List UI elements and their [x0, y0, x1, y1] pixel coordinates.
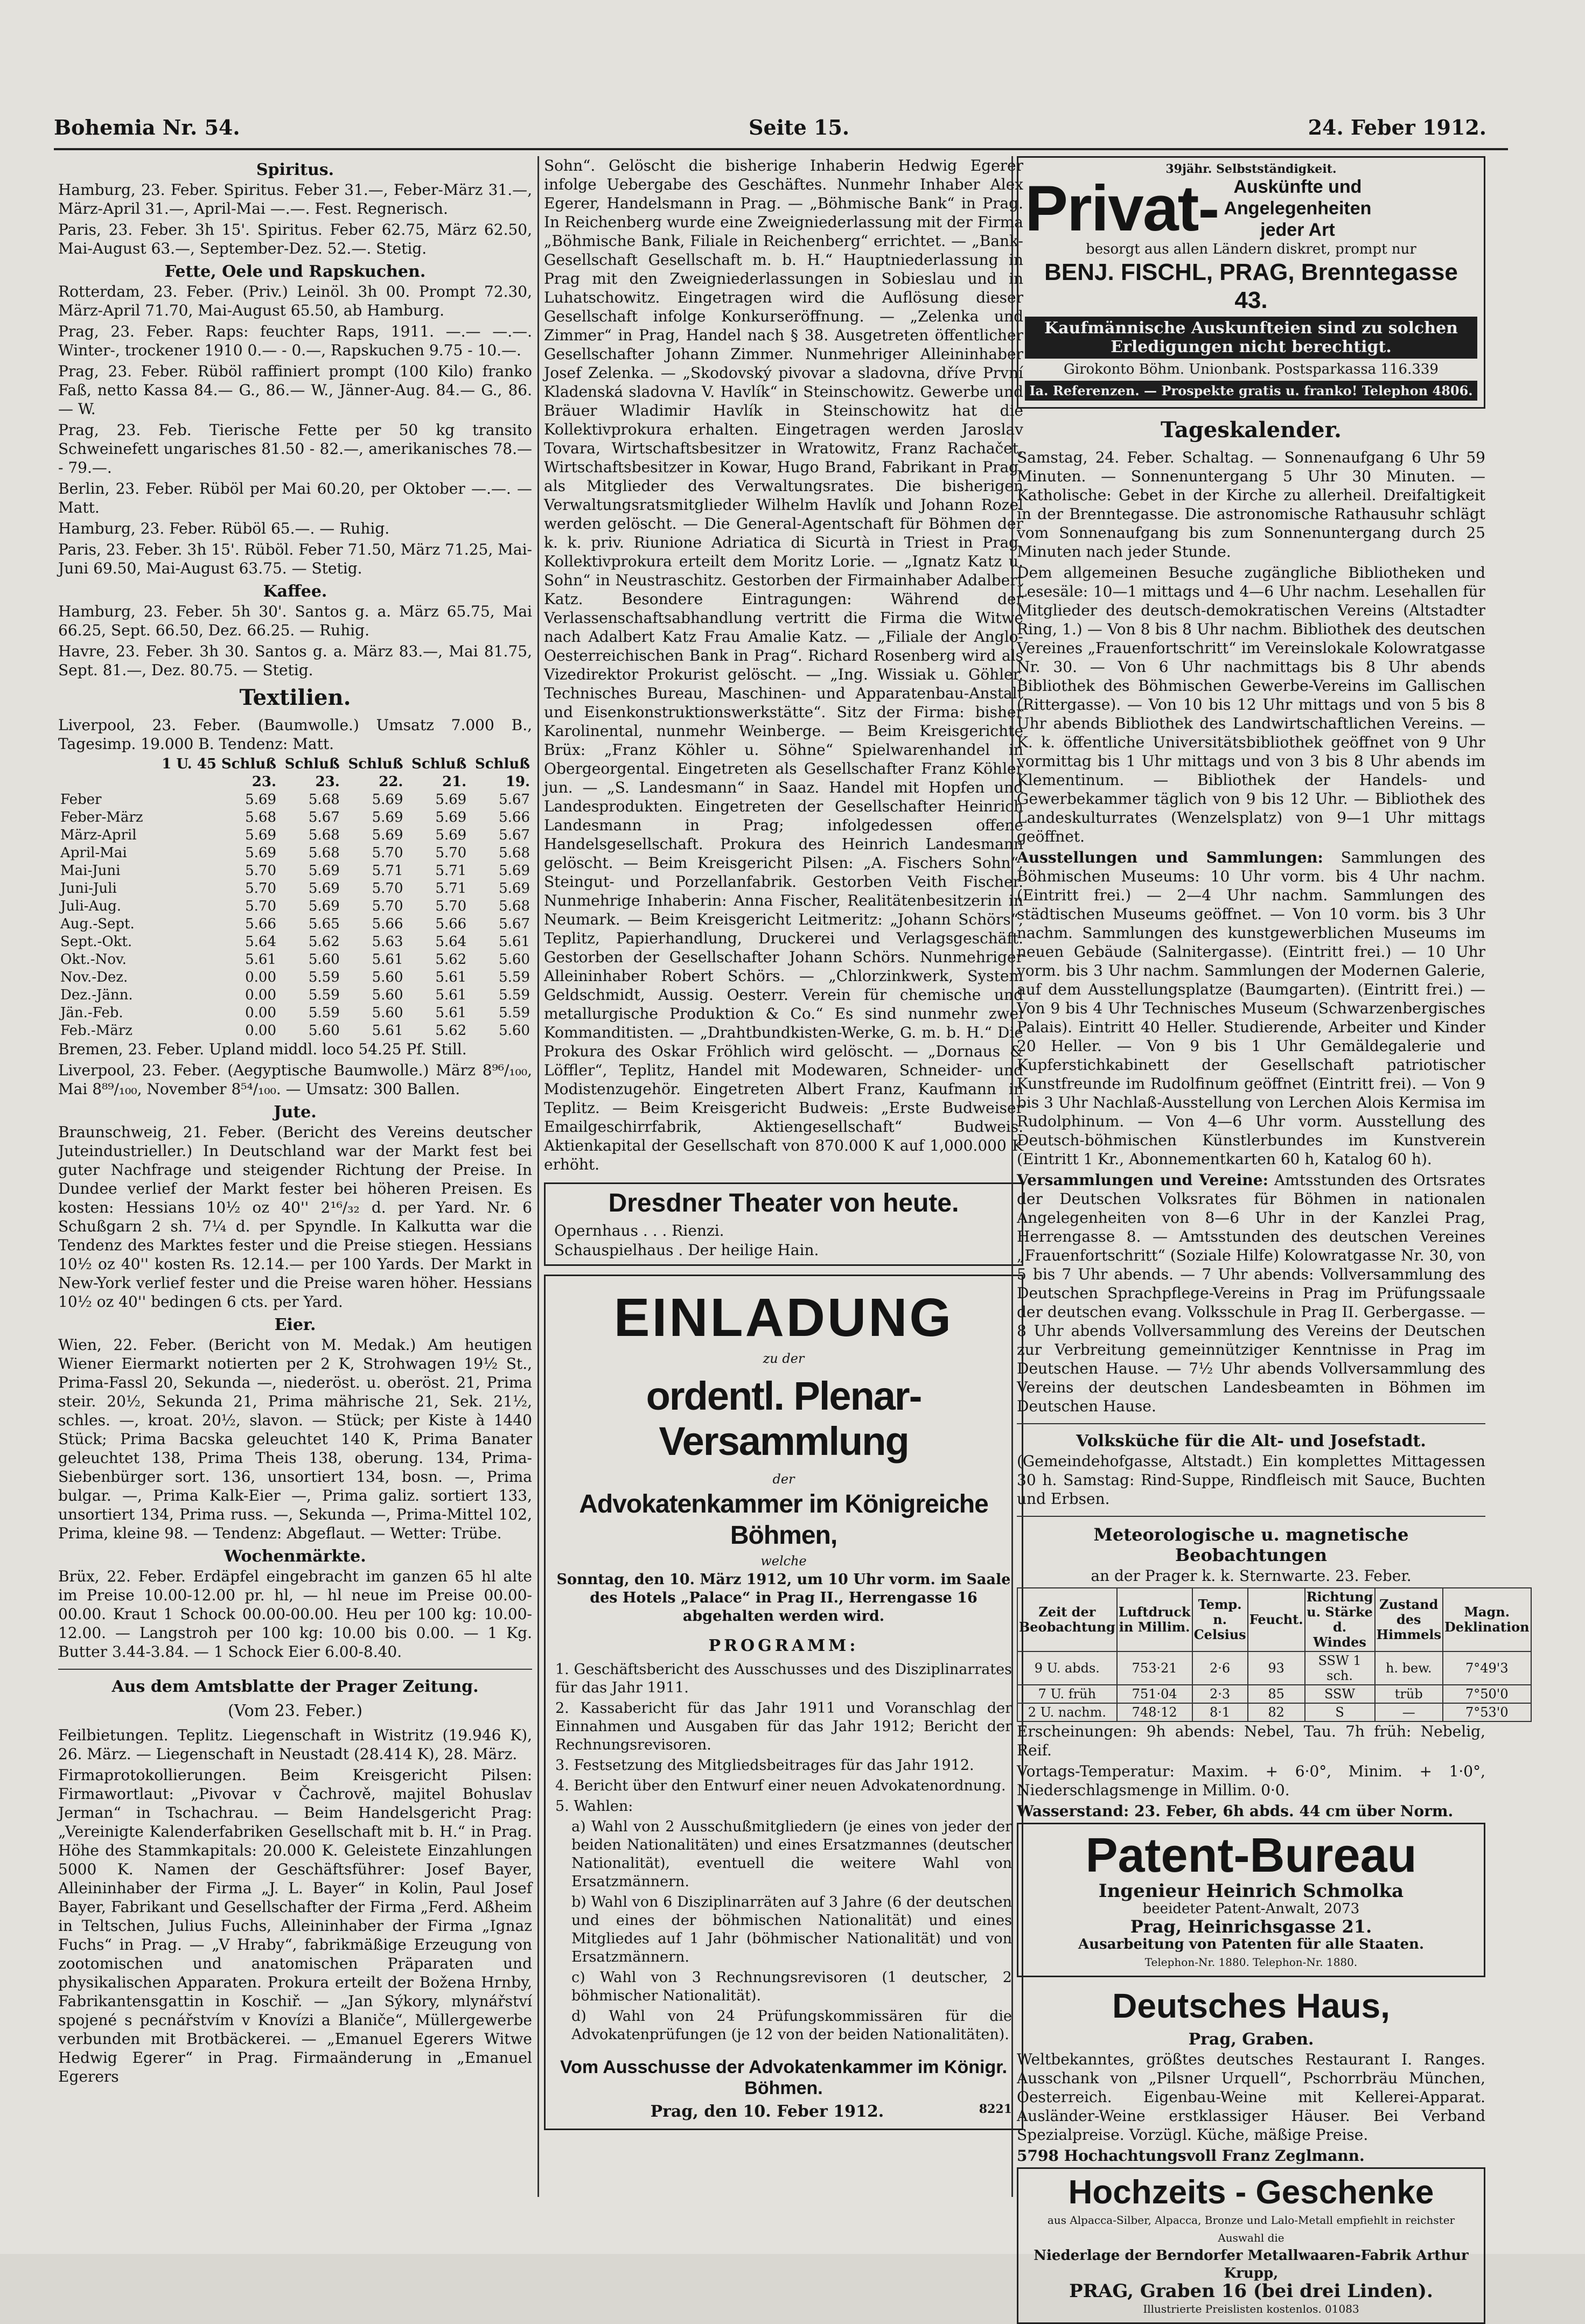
invitation-title: EINLADUNG	[613, 1287, 954, 1348]
hochzeit-line: Illustrierte Preislisten kostenlos. 01083	[1143, 2302, 1359, 2315]
table-row	[1017, 1588, 1531, 1651]
table-cell: Schluß	[474, 756, 530, 772]
header-page-number: Seite 15.	[749, 115, 850, 139]
table-row	[58, 1022, 532, 1040]
section-title-textilien: Textilien.	[239, 685, 351, 710]
program-item: 3. Festsetzung des Mitgliedsbeitrages für das Jahr 1912.	[555, 1757, 974, 1774]
calendar-entry	[1017, 1171, 1485, 1416]
table-cell: 5.61	[372, 951, 403, 968]
program-subitem: c) Wahl von 3 Rechnungsrevisoren (1 deutscher, 2 böhmischer Nationalität).	[571, 1969, 1012, 2004]
table-cell: 753·21	[1117, 1651, 1192, 1685]
table-cell: 5.62	[435, 1023, 467, 1039]
hochzeit-line: aus Alpacca-Silber, Alpacca, Bronze und Lalo-Metall empfiehlt in reichster Auswahl die	[1047, 2214, 1455, 2244]
table-cell: 5.70	[372, 845, 403, 861]
market-report: Brüx, 22. Feber. Erdäpfel eingebracht im ganzen 65 hl alte im Preise 10.00-12.00 pr. hl, — hl neue im Preise 00.00-00.00. Kraut 1 Schock 00.00-00.00. Heu per 100 kg: 10.00-12.00. — Langstroh per 100 kg: 10.00 bis 0.00. — 1 Kg. Butter 3.44-3.84. — 1 Schock Eier 6.00-8.40.	[58, 1567, 532, 1661]
calendar-subtitle: Ausstellungen und Sammlungen:	[1017, 849, 1323, 866]
header-rule	[54, 148, 1508, 150]
table-cell: 5.61	[372, 1023, 403, 1039]
table-cell: 5.70	[245, 863, 277, 879]
table-cell: trüb	[1375, 1685, 1443, 1703]
table-cell: 5.69	[435, 809, 467, 825]
table-cell: 5.69	[245, 827, 277, 843]
table-cell: 5.68	[499, 845, 530, 861]
table-cell: Magn. Deklination	[1443, 1588, 1531, 1651]
invitation-connector: der	[772, 1472, 795, 1487]
patent-title: Patent-Bureau	[1085, 1829, 1417, 1882]
table-cell: 82	[1248, 1703, 1305, 1721]
market-report: Wien, 22. Feber. (Bericht von M. Medak.) Am heutigen Wiener Eiermarkt notierten per 2 K, Strohwagen 19½ St., Prima-Fassl 20, Sekunda —, niederöst. u. oberöst. 21, Prima steir. 20½, Sekunda 21, Prima mährische 21, Sek. 21½, schles. —, kroat. 20½, slavon. — Stück; per Kiste à 1440 Stück; Prima Bacska geleuchtet 140 K, Prima Banater geleuchtet 138, Prima Theis 138, oberung. 134, Prima-Siebenbürger sort. 136, unsortiert 134, bosn. —, Prima bulgar. —, Prima Kalk-Eier —, Prima galiz. sortiert 133, unsortiert 134, Prima russ. —, Sekunda —, Prima-Mittel 102, Prima, kleine 98. — Tendenz: Abgeflaut. — Wetter: Trübe.	[58, 1336, 532, 1542]
table-cell: 5.69	[308, 880, 340, 897]
table-cell: 5.66	[435, 916, 467, 932]
privat-line: besorgt aus allen Ländern diskret, prompt nur	[1086, 241, 1416, 257]
privat-side-line: Auskünfte und	[1233, 177, 1362, 197]
table-cell	[58, 755, 151, 773]
table-cell: 0.00	[245, 969, 277, 985]
program-subitem: b) Wahl von 6 Disziplinarräten auf 3 Jahre (6 der deutschen und eines der böhmischen Nationalität) und eines Mitgliedes auf 1 Jahr (böhmischer Nationalität) und von Ersatzmännern.	[571, 1894, 1012, 1965]
table-cell: SSW 1 sch.	[1305, 1651, 1375, 1685]
table-cell: 7°49'3	[1443, 1651, 1531, 1685]
table-cell: Richtung u. Stärke d. Windes	[1305, 1588, 1375, 1651]
amtsblatt-date: (Vom 23. Feber.)	[227, 1702, 363, 1720]
table-cell: —	[1375, 1703, 1443, 1721]
weather-note: Wasserstand: 23. Feber, 6h abds. 44 cm über Norm.	[1017, 1802, 1454, 1820]
table-cell: 5.71	[435, 863, 467, 879]
market-report: Paris, 23. Feber. 3h 15'. Rüböl. Feber 71.50, März 71.25, Mai-Juni 69.50, Mai-August 63.75. — Stetig.	[58, 541, 532, 577]
theater-program-row: Schauspielhaus . Der heilige Hain.	[554, 1241, 819, 1259]
deutsches-haus-title: Deutsches Haus,	[1112, 1986, 1390, 2025]
theater-program-row: Opernhaus . . . Rienzi.	[554, 1222, 724, 1240]
table-row	[58, 791, 532, 809]
table-row	[58, 1004, 532, 1022]
table-cell: 5.69	[372, 809, 403, 825]
table-cell: 0.00	[245, 1023, 277, 1039]
invitation-advertisement	[544, 1275, 1023, 2130]
invitation-time-place: Sonntag, den 10. März 1912, um 10 Uhr vorm. im Saale des Hotels „Palace“ in Prag II., Herrengasse 16 abgehalten werden wird.	[556, 1571, 1011, 1625]
table-cell: 5.60	[308, 951, 340, 968]
column-rule	[537, 156, 539, 2197]
table-cell: 5.59	[308, 987, 340, 1003]
invitation-meeting: ordentl. Plenar-Versammlung	[646, 1374, 921, 1464]
table-cell: 5.71	[372, 863, 403, 879]
table-cell: S	[1305, 1703, 1375, 1721]
table-cell: 5.66	[499, 809, 530, 825]
table-cell: 748·12	[1117, 1703, 1192, 1721]
table-row	[1017, 1651, 1531, 1685]
privat-title: Privat-	[1025, 172, 1219, 244]
program-item: 5. Wahlen:	[555, 1798, 633, 1815]
official-notice: Firmaprotokollierungen. Beim Kreisgericht Pilsen: Firmawortlaut: „Pivovar v Čachrově, majitel Bohuslav Jerman“ in Tschachrau. — Beim Handelsgericht Prag: „Vereinigte Kalenderfabriken Gesellschaft mit b. H.“ in Prag. Höhe des Stammkapitals: 20.000 K. Geleistete Einzahlungen 5000 K. Namen der Geschäftsführer: Josef Bayer, Alleininhaber der Firma „J. L. Bayer“ in Kolin, Paul Josef Bayer, Fabrikant und Gesellschafter der Firma „Ferd. Aßheim in Teltschen, Julius Fuchs, Alleininhaber der Firma „Ignaz Fuchs“ in Prag. — „V Hraby“, fabrikmäßige Erzeugung von zootomischen und anatomischen Präparaten und physikalischen Apparaten. Prokura erteilt der Božena Hrnby, Fabrikantensgattin in Koschiř. — „Jan Sýkory, mlynářství spojené s pecnářstvím v Knovízi a Blaniče“, Müllergewerbe verbunden mit Brotbäckerei. — „Emanuel Egerers Witwe Hedwig Egerer“ in Prag. Firmaänderung in „Emanuel Egerers	[58, 1766, 532, 2085]
cotton-price-table	[58, 755, 532, 1040]
table-cell: Sept.-Okt.	[60, 934, 132, 950]
table-cell: 5.59	[308, 969, 340, 985]
table-cell: 5.62	[435, 951, 467, 968]
invitation-date-text: Prag, den 10. Feber 1912.	[650, 2102, 884, 2121]
privat-bottom-bar: Ia. Referenzen. — Prospekte gratis u. franko! Telephon 4806.	[1025, 381, 1477, 401]
program-item: 1. Geschäftsbericht des Ausschusses und des Disziplinarrates für das Jahr 1911.	[555, 1661, 1012, 1696]
table-cell: 5.67	[499, 827, 530, 843]
calendar-text: Amtsstunden des Ortsrates der Deutschen Volksrates für Böhmen in nationalen Angelegenheiten von 8—6 Uhr in der Kanzlei Prag, Herrengasse 8. — Amtsstunden des deutschen Vereines „Frauenfortschritt“ (Soziale Hilfe) Kolowratgasse Nr. 30, von 5 bis 7 Uhr abends. — 7 Uhr abends: Vollversammlung des Deutschen Sprachpflege-Vereins in Prag im Prüfungssaale der deutschen evang. Volksschule in Prag II. Gerbergasse. — 8 Uhr abends Vollversammlung des Vereins der Deutschen zur Verbreitung gemeinnütziger Kenntnisse in Prag im Deutschen Hause. — 7½ Uhr abends Vollversammlung des Vereins der deutschen Landesbeamten in Böhmen im Deutschen Hause.	[1017, 1171, 1485, 1415]
table-cell: 5.59	[308, 1005, 340, 1021]
section-title-wochenmaerkte: Wochenmärkte.	[224, 1547, 366, 1566]
program-subitem: a) Wahl von 2 Ausschußmitgliedern (je eines von jeder der beiden Nationalitäten) und eines Ersatzmannes (deutscher Nationalität), eventuell die weitere Wahl von Ersatzmännern.	[571, 1818, 1012, 1890]
privat-advertisement	[1017, 156, 1485, 409]
table-cell: 5.60	[499, 1023, 530, 1039]
hochzeit-advertisement	[1017, 2167, 1485, 2324]
table-cell: 5.70	[372, 898, 403, 914]
table-cell: 5.59	[499, 1005, 530, 1021]
table-cell: Okt.-Nov.	[60, 951, 127, 968]
table-cell: 5.69	[372, 827, 403, 843]
table-row	[58, 915, 532, 933]
invitation-connector: zu der	[763, 1351, 805, 1366]
theater-box	[544, 1182, 1023, 1266]
market-report: Bremen, 23. Feber. Upland middl. loco 54.25 Pf. Still.	[58, 1040, 467, 1058]
official-notice: Feilbietungen. Teplitz. Liegenschaft in Wistritz (19.946 K), 26. März. — Liegenschaft in Neustadt (28.414 K), 28. März.	[58, 1726, 532, 1763]
section-title-tageskalender: Tageskalender.	[1161, 417, 1342, 443]
table-row	[1017, 1685, 1531, 1703]
table-cell: Feb.-März	[60, 1023, 132, 1039]
table-cell: 5.68	[499, 898, 530, 914]
table-cell: 5.64	[435, 934, 467, 950]
market-report: Prag, 23. Feb. Tierische Fette per 50 kg transito Schweinefett ungarisches 81.50 - 82.—, amerikanisches 78.— - 79.—.	[58, 421, 532, 477]
table-cell: 5.59	[499, 987, 530, 1003]
table-cell: 5.68	[308, 845, 340, 861]
table-cell: 5.66	[372, 916, 403, 932]
table-cell: 1 U. 45 Schluß	[162, 756, 277, 772]
table-cell: Jän.-Feb.	[60, 1005, 123, 1021]
column-notices	[544, 156, 1023, 2195]
invitation-signature: Vom Ausschusse der Advokatenkammer im Königr. Böhmen.	[560, 2057, 1008, 2098]
table-cell: 5.67	[499, 916, 530, 932]
table-cell: 21.	[442, 774, 467, 790]
table-cell: 2 U. nachm.	[1017, 1703, 1117, 1721]
table-cell: 9 U. abds.	[1017, 1651, 1117, 1685]
deutsches-haus-signature: 5798 Hochachtungsvoll Franz Zeglmann.	[1017, 2147, 1365, 2165]
section-divider	[1017, 1423, 1485, 1424]
table-cell: 5.60	[372, 969, 403, 985]
hochzeit-line: Niederlage der Berndorfer Metallwaaren-Fabrik Arthur Krupp,	[1034, 2248, 1469, 2281]
table-row	[1017, 1703, 1531, 1721]
calendar-entry: Dem allgemeinen Besuche zugängliche Bibliotheken und Lesesäle: 10—1 mittags und 4—6 Uhr nachm. Lesehallen für Mitglieder des deutsch-demokratischen Vereins (Altstadter Ring, 1.) — Von 8 bis 8 Uhr nachm. Bibliothek des deutschen Vereines „Frauenfortschritt“ im Vereinslokale Kolowratgasse Nr. 30. — Von 6 Uhr nachmittags bis 8 Uhr abends Bibliothek des Böhmischen Gewerbe-Vereins im Gallischen (Rittergasse). — Von 10 bis 12 Uhr mittags und von 5 bis 8 Uhr abends Bibliothek des Landwirtschaftlichen Vereins. — K. k. öffentliche Universitätsbibliothek geöffnet von 9 Uhr vormittag bis 1 Uhr mittags und von 3 bis 8 Uhr abends im Klementinum. — Bibliothek der Handels- und Gewerbekammer täglich von 9 bis 12 Uhr. — Bibliothek des Landeskulturrates (Wenzelsplatz) von 9—1 Uhr mittags geöffnet.	[1017, 564, 1485, 845]
table-cell: Schluß	[284, 756, 340, 772]
market-report: Prag, 23. Feber. Rüböl raffiniert prompt (100 Kilo) franko Faß, netto Kassa 84.— G., 86.— W., Jänner-Aug. 84.— G., 86.— W.	[58, 362, 532, 418]
table-cell: 7 U. früh	[1017, 1685, 1117, 1703]
table-cell: 5.67	[499, 792, 530, 808]
invitation-connector: welche	[760, 1553, 807, 1569]
table-cell: 23.	[315, 774, 340, 790]
table-cell	[58, 773, 151, 791]
table-cell: h. bew.	[1375, 1651, 1443, 1685]
table-cell: 5.68	[245, 809, 277, 825]
market-report: Braunschweig, 21. Feber. (Bericht des Vereins deutscher Juteindustrieller.) In Deutschland war der Markt fest bei guter Nachfrage und steigender Richtung der Preise. In Dundee verlief der Markt fester bei höheren Preisen. Es kosten: Hessians 10½ oz 40'' 2¹⁶/₃₂ d. per Yard. Nr. 6 Schußgarn 2 sh. 7¼ d. per Spyndle. In Kalkutta war die Tendenz des Marktes fester und die Preise stiegen. Hessians 10½ oz 40'' kosten Rs. 12.14.— per 100 Yards. Der Markt in New-York verlief fester und die Preise waren höher. Hessians 10½ oz 40'' bedingen 6 cts. per Yard.	[58, 1123, 532, 1311]
privat-firm: BENJ. FISCHL, PRAG, Brenntegasse 43.	[1044, 259, 1458, 313]
table-cell: 5.68	[308, 792, 340, 808]
table-cell: 93	[1248, 1651, 1305, 1685]
table-row	[58, 755, 532, 773]
table-cell: Schluß	[348, 756, 403, 772]
program-title: PROGRAMM:	[708, 1636, 859, 1655]
table-cell: 7°50'0	[1443, 1685, 1531, 1703]
invitation-organization: Advokatenkammer im Königreiche Böhmen,	[579, 1490, 988, 1550]
privat-header: 39jähr. Selbstständigkeit.	[1165, 162, 1337, 176]
market-report: Hamburg, 23. Feber. Spiritus. Feber 31.—, Feber-März 31.—, März-April 31.—, April-Mai —.—. Fest. Regnerisch.	[58, 181, 532, 218]
table-row	[58, 862, 532, 880]
deutsches-haus-text: Weltbekanntes, größtes deutsches Restaurant I. Ranges. Ausschank von „Pilsner Urquell“, Pschorrbräu München, Oesterreich. Eigenbau-Weine mit Kellerei-Apparat. Ausländer-Weine erstklassiger Häuser. Bei Verband Spezialpreise. Vorzügl. Küche, mäßige Preise.	[1017, 2050, 1485, 2144]
table-cell: Aug.-Sept.	[60, 916, 135, 932]
table-cell: 5.70	[372, 880, 403, 897]
column-markets	[58, 156, 532, 2195]
ad-code: 8221	[979, 2102, 1012, 2116]
table-cell: 5.69	[372, 792, 403, 808]
theater-title: Dresdner Theater von heute.	[608, 1189, 959, 1217]
deutsches-haus-subtitle: Prag, Graben.	[1188, 2030, 1314, 2049]
table-row	[58, 969, 532, 986]
table-cell: Dez.-Jänn.	[60, 987, 133, 1003]
table-row	[58, 951, 532, 969]
table-cell: 5.67	[308, 809, 340, 825]
table-cell: 5.69	[245, 792, 277, 808]
table-row	[58, 809, 532, 827]
table-cell: Feucht.	[1248, 1588, 1305, 1651]
privat-bank: Girokonto Böhm. Unionbank. Postsparkassa 116.339	[1064, 361, 1439, 377]
table-cell: 5.59	[499, 969, 530, 985]
table-cell: Schluß	[411, 756, 467, 772]
patent-line: beeideter Patent-Anwalt, 2073	[1142, 1901, 1360, 1917]
table-cell: 5.60	[372, 1005, 403, 1021]
market-report: Rotterdam, 23. Feber. (Priv.) Leinöl. 3h 00. Prompt 72.30, März-April 71.70, Mai-August 65.50, ab Hamburg.	[58, 283, 532, 319]
section-title-volkskueche: Volksküche für die Alt- und Josefstadt.	[1076, 1432, 1426, 1451]
table-cell: 5.61	[435, 1005, 467, 1021]
table-cell: 5.65	[308, 916, 340, 932]
table-cell: 5.69	[308, 898, 340, 914]
program-subitem: d) Wahl von 24 Prüfungskommissären für die Advokatenprüfungen (je 12 von der beiden Nationalitäten).	[571, 2008, 1012, 2043]
table-cell: 5.70	[245, 898, 277, 914]
patent-advertisement	[1017, 1823, 1485, 1977]
calendar-subtitle: Versammlungen und Vereine:	[1017, 1171, 1268, 1189]
weather-table	[1017, 1587, 1532, 1722]
header-date: 24. Feber 1912.	[1308, 115, 1486, 139]
table-row	[58, 827, 532, 844]
table-cell: 23.	[252, 774, 277, 790]
table-cell: 5.61	[435, 987, 467, 1003]
market-report: Havre, 23. Feber. 3h 30. Santos g. a. März 83.—, Mai 81.75, Sept. 81.—, Dez. 80.75. — Stetig.	[58, 642, 532, 679]
section-title-amtsblatt: Aus dem Amtsblatte der Prager Zeitung.	[111, 1677, 479, 1696]
table-cell: 5.60	[308, 1023, 340, 1039]
table-cell: Temp. n. Celsius	[1192, 1588, 1248, 1651]
table-cell: 5.63	[372, 934, 403, 950]
market-report: Berlin, 23. Feber. Rüböl per Mai 60.20, per Oktober —.—. — Matt.	[58, 480, 532, 516]
table-cell: 5.60	[499, 951, 530, 968]
table-cell: 5.61	[245, 951, 277, 968]
patent-line: Ausarbeitung von Patenten für alle Staaten.	[1078, 1936, 1424, 1952]
table-cell: 5.70	[245, 880, 277, 897]
volkskueche-text: (Gemeindehofgasse, Altstadt.) Ein komplettes Mittagessen 30 h. Samstag: Rind-Suppe, Rindfleisch mit Sauce, Buchten und Erbsen.	[1017, 1452, 1485, 1508]
section-title-meteorology: Meteorologische u. magnetische Beobachtungen	[1093, 1524, 1409, 1565]
table-cell: Juli-Aug.	[60, 898, 122, 914]
hochzeit-line: PRAG, Graben 16 (bei drei Linden).	[1069, 2280, 1433, 2302]
table-cell: 5.70	[435, 898, 467, 914]
table-cell: 5.69	[435, 792, 467, 808]
table-cell: 5.68	[308, 827, 340, 843]
table-cell: 5.62	[308, 934, 340, 950]
official-notice-continued: Sohn“. Gelöscht die bisherige Inhaberin Hedwig Egerer infolge Uebergabe des Geschäftes. Nunmehr Inhaber Alex Egerer, Handelsmann in Prag. — „Böhmische Bank“ in Prag. In Reichenberg wurde eine Zweigniederlassung mit der Firma „Böhmische Bank, Filiale in Reichenberg“ errichtet. — „Bank-Gesellschaft Gesellschaft m. b. H.“ Hauptniederlassung in Prag mit den Zweigniederlassungen in Sobieslau und in Luhatschowitz. Eingetragen wird die Auflösung dieser Gesellschaft infolge Konkurseröffnung. — „Zelenka und Zimmer“ in Prag, Handel nach § 38. Ausgetreten öffentlicher Gesellschafter Johann Zimmer. Nunmehriger Alleininhaber Josef Zelenka. — „Skodovský pivovar a sladovna, dříve První Kladenská sladovna V. Havlík“ in Steinschowitz. Gewerbe und Bräuer Wladimir Havlík in Steinschowitz hat die Kollektivprokura erhalten. Eingetragen werden Jaroslav Tovara, Wirtschaftsbesitzer in Wratowitz, Franz Rachačet, Wirtschaftsbesitzer in Kowar, Hugo Brand, Fabrikant in Prag, als Mitglieder des Verwaltungsrates. Die bisherigen Verwaltungsratsmitglieder Wilhelm Havlík und Johann Rozel werden gelöscht. — Die General-Agentschaft für Böhmen der k. k. priv. Riunione Adriatica di Sicurtà in Triest in Prag. Kollektivprokura erteilt dem Moritz Lorie. — „Ignatz Katz u. Sohn“ in Neustraschitz. Gestorben der Firmainhaber Adalbert Katz. Besondere Eintragungen: Während der Verlassenschaftsabhandlung vertritt die Firma die Witwe nach Adalbert Katz Frau Amalie Katz. — „Filiale der Anglo-Oesterreichischen Bank in Prag“. Richard Rosenberg wird als Vizedirektor Prokurist gelöscht. — „Ing. Wissiak u. Göhler, Technisches Bureau, Maschinen- und Apparatenbau-Anstalt und Eisenkonstruktionswerkstätte“. Sitz der Firma: bisher Karolinental, nunmehr Weinberge. — Beim Kreisgerichte Brüx: „Franz Köhler u. Söhne“ Spielwarenhandel in Obergeorgental. Eingetreten als Gesellschafter Franz Köhler jun. — „S. Landesmann“ in Saaz. Handel mit Hopfen und Landesprodukten. Eingetreten der Gesellschafter Heinrich Landesmann in Prag; infolgedessen offene Handelsgesellschaft. Prokura des Heinrich Landesmann gelöscht. — Beim Kreisgericht Pilsen: „A. Fischers Sohn“, Steingut- und Porzellanfabrik. Gestorben Veith Fischer. Nunmehrige Inhaberin: Anna Fischer, Realitätenbesitzerin in Neumark. — Beim Kreisgericht Leitmeritz: „Johann Schörs“, Teplitz, Papierhandlung, Druckerei und Verlagsgeschäft. Gestorben der Gesellschafter Johann Schörs. Nunmehriger Alleininhaber Robert Schörs. — „Chlorzinkwerk, System Geldschmidt, Aussig. Oesterr. Verein für chemische und metallurgische Produktion & Co.“ Es sind nunmehr zwei Kommanditisten. — „Drahtbundkisten-Werke, G. m. b. H.“ Die Prokura des Oskar Fröhlich wird gelöscht. — „Dornaus & Löffler“, Teplitz, Handel mit Modewaren, Schneider- und Modistenzugehör. Eingetreten Albert Franz, Kaufmann in Teplitz. — Beim Kreisgericht Budweis: „Erste Budweiser Emailgeschirrfabrik, Aktiengesellschaft“ Budweis. Aktienkapital der Gesellschaft von 870.000 K auf 1,000.000 K erhöht.	[544, 157, 1023, 1173]
table-cell: Luftdruck in Millim.	[1117, 1588, 1192, 1651]
patent-line: Prag, Heinrichsgasse 21.	[1130, 1916, 1372, 1937]
privat-title-row	[1025, 172, 1477, 244]
table-cell: 5.60	[372, 987, 403, 1003]
table-cell: Juni-Juli	[60, 880, 117, 897]
market-report: Hamburg, 23. Feber. 5h 30'. Santos g. a. März 65.75, Mai 66.25, Sept. 66.50, Dez. 66.25. — Ruhig.	[58, 603, 532, 639]
market-report: Prag, 23. Feber. Raps: feuchter Raps, 1911. —.— —.—. Winter-, trockener 1910 0.— - 0.—, Rapskuchen 9.75 - 10.—.	[58, 323, 532, 359]
section-divider	[58, 1669, 532, 1670]
table-cell: Zustand des Himmels	[1375, 1588, 1443, 1651]
table-cell: 5.64	[245, 934, 277, 950]
calendar-entry: Samstag, 24. Feber. Schaltag. — Sonnenaufgang 6 Uhr 59 Minuten. — Sonnenuntergang 5 Uhr 30 Minuten. — Katholische: Gebet in der Kirche zu allerheil. Dreifaltigkeit in der Brenntegasse. Die astronomische Rathausuhr schlägt vom Sonnenaufgang bis zum Sonnenuntergang durch 25 Minuten nach jeder Stunde.	[1017, 449, 1485, 561]
table-row	[58, 880, 532, 898]
privat-notice-bar: Kaufmännische Auskunfteien sind zu solchen Erledigungen nicht berechtigt.	[1025, 317, 1477, 359]
table-cell: 5.69	[435, 827, 467, 843]
header-newspaper-issue: Bohemia Nr. 54.	[54, 115, 240, 139]
table-cell: 5.69	[499, 863, 530, 879]
calendar-entry	[1017, 848, 1485, 1168]
table-cell: Feber	[60, 792, 102, 808]
table-row	[58, 933, 532, 951]
table-cell: März-April	[60, 827, 137, 843]
table-cell: 5.61	[435, 969, 467, 985]
table-cell: Mai-Juni	[60, 863, 121, 879]
table-cell: 22.	[379, 774, 403, 790]
patent-line: Ingenieur Heinrich Schmolka	[1098, 1880, 1404, 1902]
table-cell: 5.70	[435, 845, 467, 861]
table-cell: 2·6	[1192, 1651, 1248, 1685]
table-cell: 7°53'0	[1443, 1703, 1531, 1721]
table-cell: 5.69	[245, 845, 277, 861]
table-cell: Zeit der Beobachtung	[1017, 1588, 1117, 1651]
section-title-kaffee: Kaffee.	[263, 582, 327, 601]
privat-side-line: Angelegenheiten	[1224, 198, 1372, 219]
calendar-text: Sammlungen des Böhmischen Museums: 10 Uhr vorm. bis 4 Uhr nachm. (Eintritt frei.) — 2—4 Uhr nachm. Sammlungen des städtischen Museums geöffnet. — Von 10 vorm. bis 3 Uhr nachm. Sammlungen des kunstgewerblichen Museums im neuen Gebäude (Salnitergasse). (Eintritt frei.) — 10 Uhr vorm. bis 3 Uhr nachm. Sammlungen der Modernen Galerie, auf dem Ausstellungsplatze (Baumgarten). (Eintritt frei.) — Von 9 bis 4 Uhr Technisches Museum (Schwarzenbergisches Palais). Eintritt 40 Heller. Studierende, Arbeiter und Kinder 20 Heller. — Von 9 bis 1 Uhr Gemäldegalerie und Kupferstichkabinett der Gesellschaft patriotischer Kunstfreunde im Rudolfinum geöffnet (Eintritt frei). — Von 9 bis 3 Uhr Nachlaß-Ausstellung von Lerchen Alois Kermisa im Rudolphinum. — Von 4—6 Uhr vorm. Ausstellung des Deutsch-böhmischen Künstlerbundes im Kunstverein (Eintritt 1 Kr., Abonnementkarten 60 h, Katalog 60 h).	[1017, 849, 1485, 1168]
table-cell: 2·3	[1192, 1685, 1248, 1703]
privat-side-line: jeder Art	[1260, 220, 1335, 240]
table-row	[58, 844, 532, 862]
table-row	[58, 986, 532, 1004]
page-header	[54, 115, 1508, 148]
table-cell: 19.	[505, 774, 530, 790]
section-title-jute: Jute.	[274, 1103, 317, 1122]
market-report: Liverpool, 23. Feber. (Aegyptische Baumwolle.) März 8⁹⁶/₁₀₀, Mai 8⁸⁹/₁₀₀, November 8⁵⁴/₁₀₀. — Umsatz: 300 Ballen.	[58, 1061, 532, 1098]
market-report: Liverpool, 23. Feber. (Baumwolle.) Umsatz 7.000 B., Tagesimp. 19.000 B. Tendenz: Matt.	[58, 716, 532, 753]
table-cell: 5.66	[245, 916, 277, 932]
table-row	[58, 898, 532, 915]
section-title-eier: Eier.	[274, 1315, 316, 1334]
table-cell: April-Mai	[60, 845, 127, 861]
table-cell: 5.61	[499, 934, 530, 950]
table-cell: 5.69	[499, 880, 530, 897]
table-cell: 5.69	[308, 863, 340, 879]
table-cell: Feber-März	[60, 809, 143, 825]
privat-side-text	[1224, 176, 1371, 241]
market-report: Paris, 23. Feber. 3h 15'. Spiritus. Feber 62.75, März 62.50, Mai-August 63.—, September-Dez. 52.—. Stetig.	[58, 221, 532, 257]
weather-note: Vortags-Temperatur: Maxim. + 6·0°, Minim. + 1·0°, Niederschlagsmenge in Millim. 0·0.	[1017, 1762, 1485, 1799]
patent-line: Telephon-Nr. 1880. Telephon-Nr. 1880.	[1144, 1956, 1358, 1969]
meteorology-subtitle: an der Prager k. k. Sternwarte. 23. Feber.	[1091, 1567, 1412, 1585]
table-cell: 5.71	[435, 880, 467, 897]
hochzeit-title: Hochzeits - Geschenke	[1068, 2174, 1434, 2211]
program-item: 2. Kassabericht für das Jahr 1911 und Voranschlag der Einnahmen und Ausgaben für das Jahr 1912; Bericht der Rechnungsrevisoren.	[555, 1700, 1012, 1753]
invitation-date	[555, 2102, 1012, 2121]
table-cell: 0.00	[245, 1005, 277, 1021]
table-cell: 0.00	[245, 987, 277, 1003]
table-cell: 85	[1248, 1685, 1305, 1703]
table-cell: Nov.-Dez.	[60, 969, 128, 985]
table-cell: 751·04	[1117, 1685, 1192, 1703]
program-item: 4. Bericht über den Entwurf einer neuen Advokatenordnung.	[555, 1777, 1006, 1794]
section-title-fette: Fette, Oele und Rapskuchen.	[164, 262, 426, 281]
table-cell: SSW	[1305, 1685, 1375, 1703]
section-title-spiritus: Spiritus.	[256, 160, 334, 179]
weather-note: Erscheinungen: 9h abends: Nebel, Tau. 7h früh: Nebelig, Reif.	[1017, 1723, 1485, 1759]
section-divider	[1017, 1516, 1485, 1517]
table-cell: 8·1	[1192, 1703, 1248, 1721]
market-report: Hamburg, 23. Feber. Rüböl 65.—. — Ruhig.	[58, 520, 390, 537]
table-row	[58, 773, 532, 791]
column-ads-calendar	[1017, 156, 1530, 2315]
